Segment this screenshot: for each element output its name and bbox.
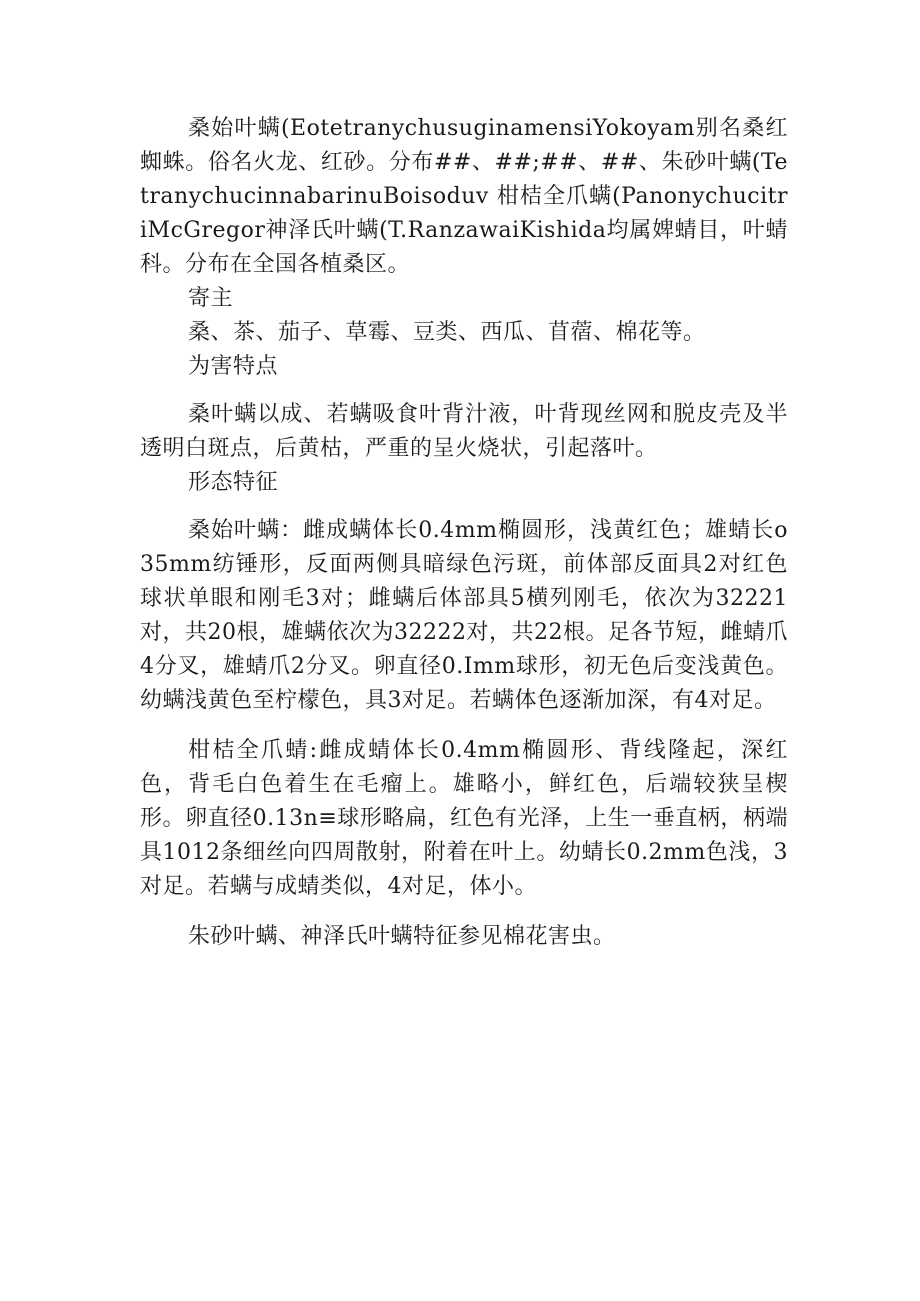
- damage-heading: 为害特点: [188, 354, 279, 379]
- damage-paragraph: 桑叶螨以成、若螨吸食叶背汁液，叶背现丝网和脱皮壳及半透明白斑点，后黄枯，严重的呈火烧状，引起落叶。: [140, 402, 788, 461]
- morphology-paragraph-reference: 朱砂叶螨、神泽氏叶螨特征参见棉花害虫。: [188, 924, 616, 949]
- morphology-paragraph-mulberry-mite: 桑始叶螨：雌成螨体长0.4mm椭圆形，浅黄红色；雄蜻长o35mm纺锤形，反面两侧具暗绿色污斑，前体部反面具2对红色球状单眼和刚毛3对；雌螨后体部具5横列刚毛，依次为32221对，共20根，雄螨依次为32222对，共22根。足各节短，雌蜻爪4分叉，雄蜻爪2分叉。卵直径0.Imm球形，初无色后变浅黄色。幼螨浅黄色至柠檬色，具3对足。若螨体色逐渐加深，有4对足。: [140, 518, 788, 713]
- morphology-paragraph-citrus-mite: 柑桔全爪蜻:雌成蜻体长0.4mm椭圆形、背线隆起，深红色，背毛白色着生在毛瘤上。雄略小，鲜红色，后端较狭呈楔形。卵直径0.13n≡球形略扁，红色有光泽，上生一垂直柄，柄端具1012条细丝向四周散射，附着在叶上。幼蜻长0.2mm色浅，3对足。若螨与成蜻类似，4对足，体小。: [140, 738, 788, 899]
- document-page: [140, 112, 788, 954]
- morphology-heading: 形态特征: [188, 470, 279, 495]
- host-paragraph: 桑、茶、茄子、草霉、豆类、西瓜、苜蓿、棉花等。: [188, 320, 706, 345]
- intro-paragraph: 桑始叶螨(EotetranychusuginamensiYokoyam别名桑红蜘蛛。俗名火龙、红砂。分布##、##;##、##、朱砂叶螨(TetranychucinnabarinuBoisoduv 柑桔全爪螨(PanonychucitriMcGregor神泽氏叶螨(T.RanzawaiKishida均属婢蜻目，叶蜻科。分布在全国各植桑区。: [140, 116, 788, 277]
- host-heading: 寄主: [188, 286, 234, 311]
